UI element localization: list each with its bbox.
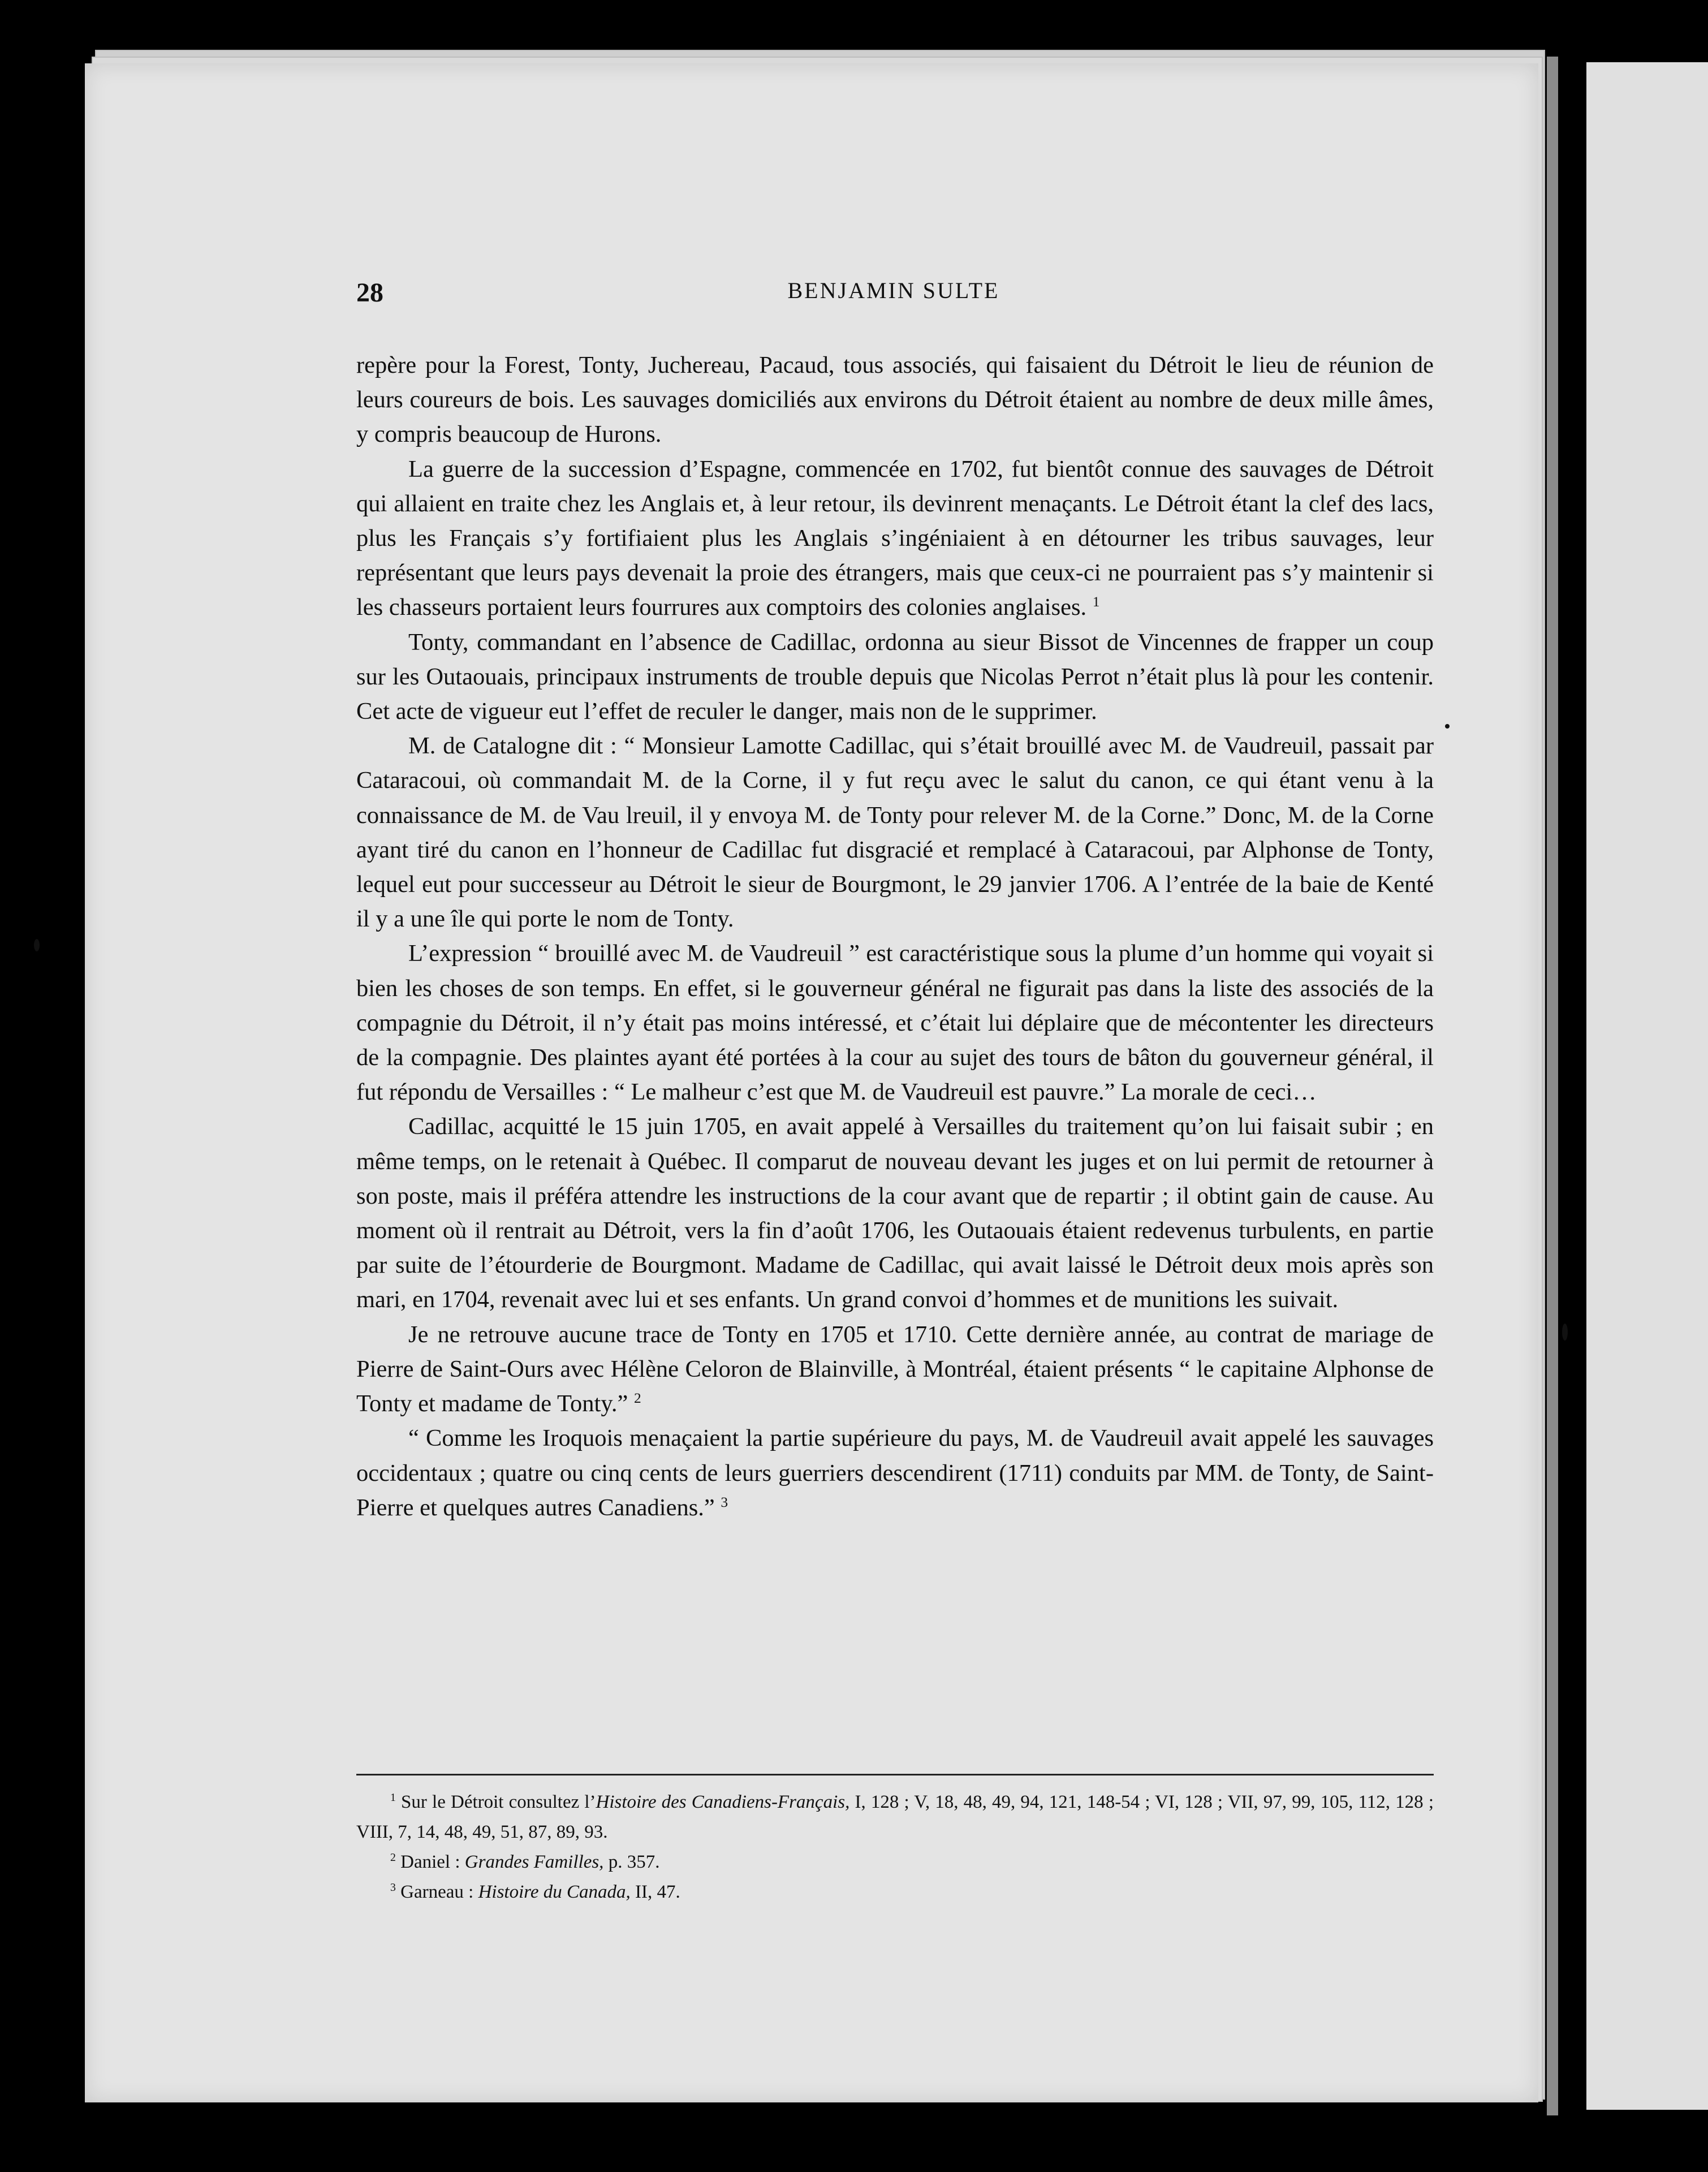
body-text [356,348,1434,1525]
book-gutter [1547,57,1558,2115]
footnotes [356,1787,1434,1907]
footnote: $^1$ Sur le Détroit consultez l’Histoire des Canadiens-Français, I, 128 ; V, 18, 48, 49, 94, 121, 148-54 ; VI, 128 ; VII, 97, 99, 105, 112, 128 ; VIII, 7, 14, 48, 49, 51, 87, 89, 93. [356,1791,1434,1842]
running-title: BENJAMIN SULTE [787,278,1000,303]
paragraph: M. de Catalogne dit : “ Monsieur Lamotte Cadillac, qui s’était brouillé avec M. de Vaudreuil, passait par Cataracoui, où commandait M. de la Corne, il y fut reçu avec le salut du canon, ce qui étant venu à la connaissance de M. de Vau lreuil, il y envoya M. de Tonty pour relever M. de la Corne.” Donc, M. de la Corne ayant tiré du canon en l’honneur de Cadillac fut disgracié et remplacé à Cataracoui, par Alphonse de Tonty, lequel eut pour successeur au Détroit le sieur de Bourgmont, le 29 janvier 1706. A l’entrée de la baie de Kenté il y a une île qui porte le nom de Tonty. [356,732,1434,933]
footnote-mark: 1 [1092,593,1100,610]
paragraph: La guerre de la succession d’Espagne, commencée en 1702, fut bientôt connue des sauvages de Détroit qui allaient en traite chez les Anglais et, à leur retour, ils devinrent menaçants. Le Détroit étant la clef des lacs, plus les Français s’y fortifiaient plus les Anglais s’ingéniaient à en détourner les tribus sauvages, leur représentant que leurs pays devenait la proie des étrangers, mais que ceux-ci ne pourraient pas s’y maintenir si les chasseurs portaient leurs fourrures aux comptoirs des colonies anglaises. $^1$ [356,455,1434,621]
gutter-shadow [1558,57,1586,2115]
footnote-mark: 2 [633,1389,641,1406]
paragraph: L’expression “ brouillé avec M. de Vaudreuil ” est caractéristique sous la plume d’un homme qui voyait si bien les choses de son temps. En effet, si le gouverneur général ne figurait pas dans la liste des associés de la compagnie du Détroit, il n’y était pas moins intéressé, et c’était lui déplaire que de mécontenter les directeurs de la compagnie. Des plaintes ayant été portées à la cour au sujet des tours de bâton du gouverneur général, il fut répondu de Versailles : “ Le malheur c’est que M. de Vaudreuil est pauvre.” La morale de ceci… [356,940,1434,1106]
footnote: $^3$ Garneau : Histoire du Canada, II, 47. [390,1881,680,1902]
footnote-mark: 3 [721,1493,728,1510]
paragraph: repère pour la Forest, Tonty, Juchereau, Pacaud, tous associés, qui faisaient du Détroit le lieu de réunion de leurs coureurs de bois. Les sauvages domiciliés aux environs du Détroit étaient au nombre de deux mille âmes, y compris beaucoup de Hurons. [356,352,1434,448]
paragraph: Cadillac, acquitté le 15 juin 1705, en avait appelé à Versailles du traitement qu’on lui faisait subir ; en même temps, on le retenait à Québec. Il comparut de nouveau devant les juges et on lui permit de retourner à son poste, mais il préféra attendre les instructions de la cour avant que de repartir ; il obtint gain de cause. Au moment où il rentrait au Détroit, vers la fin d’août 1706, les Outaouais étaient redevenus turbulents, en partie par suite de l’étourderie de Bourgmont. Madame de Cadillac, qui avait laissé le Détroit deux mois après son mari, en 1704, revenait avec lui et ses enfants. Un grand convoi d’hommes et de munitions les suivait. [356,1113,1434,1313]
page-number: 28 [356,278,383,308]
footnote: $^2$ Daniel : Grandes Familles, p. 357. [390,1851,660,1872]
facing-page-edge [1586,62,1708,2110]
paragraph: Je ne retrouve aucune trace de Tonty en 1705 et 1710. Cette dernière année, au contrat de mariage de Pierre de Saint-Ours avec Hélène Celoron de Blainville, à Montréal, étaient présents “ le capitaine Alphonse de Tonty et madame de Tonty.” $^2$ [356,1321,1434,1417]
paragraph: Tonty, commandant en l’absence de Cadillac, ordonna au sieur Bissot de Vincennes de frapper un coup sur les Outaouais, principaux instruments de trouble depuis que Nicolas Perrot n’était plus là pour les contenir. Cet acte de vigueur eut l’effet de reculer le danger, mais non de le supprimer. [356,628,1434,725]
footnote-rule [356,1774,1434,1775]
paragraph: “ Comme les Iroquois menaçaient la partie supérieure du pays, M. de Vaudreuil avait appelé les sauvages occidentaux ; quatre ou cinq cents de leurs guerriers descendirent (1711) conduits par MM. de Tonty, de Saint-Pierre et quelques autres Canadiens.” $^3$ [356,1425,1434,1521]
running-head [356,277,1431,317]
